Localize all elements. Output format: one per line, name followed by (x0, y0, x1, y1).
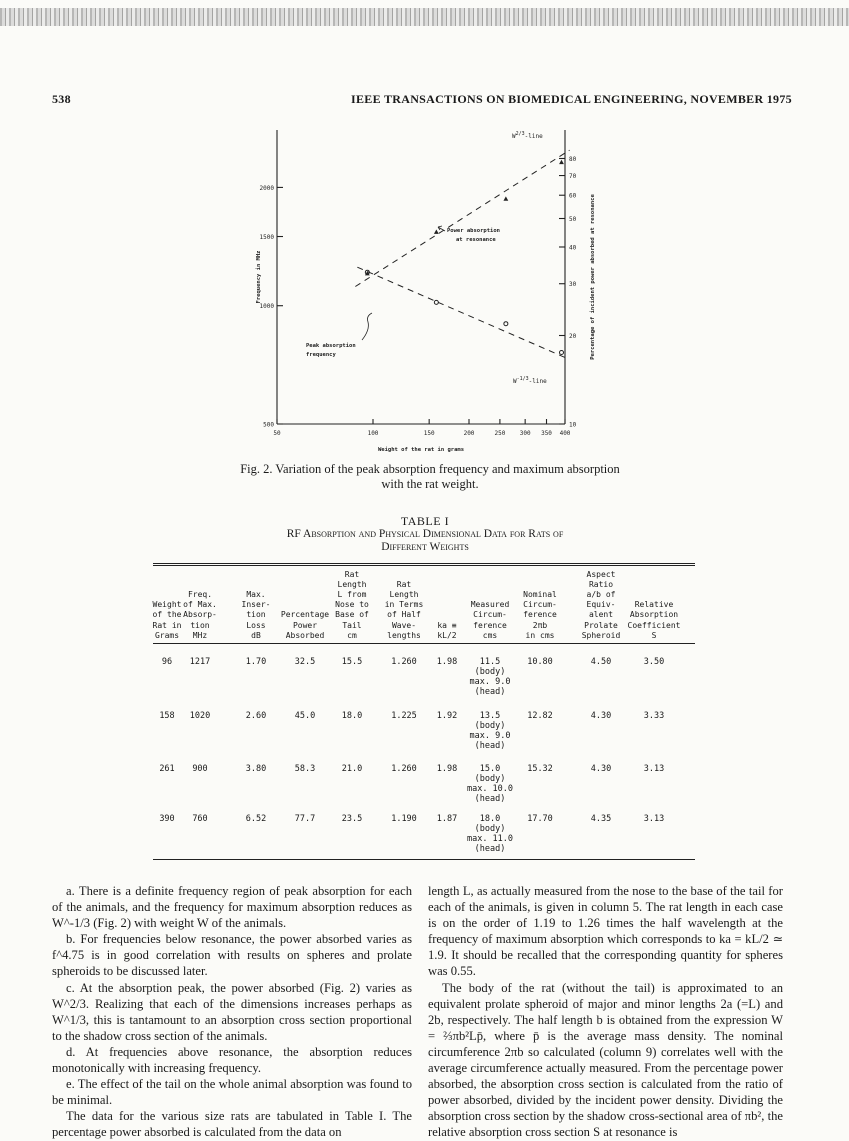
table-cell: 261 (159, 764, 175, 774)
y-right-axis-label: Percentage of incident power absorbed at resonance (590, 194, 596, 360)
table-cell: 1.98 (436, 657, 458, 667)
table-cell: 390 (159, 814, 175, 824)
table-cell: 1.260 (391, 764, 417, 774)
table-cell: 900 (192, 764, 208, 774)
table-cell: 77.7 (294, 814, 316, 824)
table-cell: 13.5 (body) max. 9.0 (head) (469, 711, 511, 751)
power-annotation-line1: Power absorption (447, 228, 500, 234)
chart-ticks (260, 156, 577, 437)
table-cell: 15.32 (527, 764, 553, 774)
table-header-cell: Aspect Ratio a/b of Equiv- alent Prolate Spheroid (581, 569, 621, 640)
table-cell: 12.82 (527, 711, 553, 721)
y-right-tick-label-80: 80 (569, 155, 577, 163)
y-right-tick-label-70: 70 (569, 173, 577, 181)
paragraph-length: length L, as actually measured from the nose to the base of the tail for each of the animals, is given in column 5. The rat length in each case is on the order of 1.19 to 1.26 times the half wavelength at the frequency of maximum absorption which corresponds to ka = kL/2 ≃ 1.9. It should be recalled that the corresponding quantity for spheres was 0.55. (428, 884, 783, 979)
table-cell: 3.13 (643, 814, 665, 824)
paragraph-c: c. At the absorption peak, the power absorbed (Fig. 2) varies as W^2/3. Realizing that each of the dimensions increases perhaps as W^1/3, this is tantamount to an absorption cross section proportional to the shadow cross section of the animals. (52, 980, 412, 1043)
table-caption-line1: RF Absorption and Physical Dimensional Data for Rats of (286, 528, 564, 540)
y-right-tick-label-10: 10 (569, 421, 577, 429)
table-cell: 1.98 (436, 764, 458, 774)
table-header-cell: Weight of the Rat in Grams (152, 600, 182, 640)
fit-line-1 (355, 150, 569, 286)
figure-caption: Fig. 2. Variation of the peak absorption frequency and maximum absorption with the rat weight. (240, 462, 620, 491)
x-tick-label-250: 250 (494, 430, 506, 437)
table-cell: 1.70 (245, 657, 267, 667)
y-left-tick-label-1500: 1500 (259, 234, 274, 242)
journal-running-head: IEEE TRANSACTIONS ON BIOMEDICAL ENGINEERING, NOVEMBER 1975 (351, 92, 792, 106)
paragraph-d: d. At frequencies above resonance, the absorption reduces monotonically with increasing frequency. (52, 1044, 412, 1076)
table-cell: 21.0 (341, 764, 363, 774)
chart-fit-lines (355, 150, 569, 358)
table-cell: 3.33 (643, 711, 665, 721)
table-cell: 96 (161, 657, 173, 667)
y-left-tick-label-2000: 2000 (259, 184, 274, 192)
table-header-cell: Rat Length L from Nose to Base of Tail cm (335, 569, 369, 640)
freq-annotation-pointer (362, 313, 372, 340)
y-left-axis-label: Frequency in MHz (256, 250, 262, 304)
paragraph-spheroid: The body of the rat (without the tail) is approximated to an equivalent prolate spheroid of major and minor lengths 2a (=L) and 2b, respectively. The half length b is obtained from the expression W = ⅔πb²Lp̄, where p̄ is the average mass density. The nominal circumference 2πb so calculated (column 9) correlates well with the average circumference actually measured. From the percentage power absorbed, the absorption cross section is calculated from the ratio of power absorbed, divided by the incident power density. Dividing the absorption cross section by the shadow cross-sectional area of πb², the relative absorption cross section S at resonance is (428, 980, 783, 1140)
y-right-tick-label-30: 30 (569, 281, 577, 289)
chart-data-marks (365, 160, 564, 355)
fit-line-label-1 (512, 131, 543, 140)
y-left-tick-label-500: 500 (263, 421, 274, 429)
table-cell: 45.0 (294, 711, 316, 721)
table-header-cell: Nominal Circum- ference 2πb in cms (523, 590, 557, 640)
fit-line-label-0 (513, 376, 547, 385)
freq-annotation-line1: Peak absorption (306, 343, 356, 349)
table-cell: 4.35 (590, 814, 612, 824)
y-right-tick-label-60: 60 (569, 192, 577, 200)
table-header-cell: Max. Inser- tion Loss dB (241, 590, 271, 640)
chart-annotations (256, 131, 596, 453)
figure-2-chart (0, 0, 849, 480)
table-number: TABLE I (400, 514, 450, 528)
table-header-cell: Rat Length in Terms of Half Wave- lengths (384, 579, 424, 640)
page-number: 538 (52, 92, 71, 106)
fit-label-exponent-1: 2/3 (515, 131, 525, 137)
table-cell: 2.60 (245, 711, 267, 721)
table-header-cell: Measured Circum- ference cms (470, 600, 510, 640)
freq-annotation-line2: frequency (306, 352, 336, 358)
power-point-3 (559, 160, 564, 164)
table-header-cell: Relative Absorption Coefficient S (627, 600, 681, 640)
table-top-rule-2 (153, 565, 695, 566)
fit-label-main-0: W (513, 378, 517, 385)
table-cell: 3.13 (643, 764, 665, 774)
power-annotation-arrow (438, 226, 445, 231)
table-cell: 1.92 (436, 711, 458, 721)
table-cell: 23.5 (341, 814, 363, 824)
table-cell: 1.87 (436, 814, 458, 824)
table-cell: 4.30 (590, 764, 612, 774)
table-header-cell: ka ≡ kL/2 (437, 620, 457, 640)
paragraph-table-intro: The data for the various size rats are tabulated in Table I. The percentage power absorbed is calculated from the data on (52, 1109, 412, 1140)
power-point-2 (503, 196, 508, 200)
table-cell: 158 (159, 711, 175, 721)
table-cell: 10.80 (527, 657, 553, 667)
table-cell: 32.5 (294, 657, 316, 667)
table-cell: 3.50 (643, 657, 665, 667)
paragraph-b: b. For frequencies below resonance, the power absorbed varies as f^4.75 is in good correlation with results on spheres and prolate spheroids to be discussed later. (52, 932, 412, 979)
table-cell: 15.5 (341, 657, 363, 667)
table-header-cell: Freq. of Max. Absorp- tion MHz (183, 590, 217, 640)
table-cell: 4.50 (590, 657, 612, 667)
table-cell: 18.0 (341, 711, 363, 721)
x-tick-label-350: 350 (541, 430, 552, 437)
table-cell: 1020 (189, 711, 211, 721)
table-cell: 1217 (189, 657, 211, 667)
table-cell: 18.0 (body) max. 11.0 (head) (466, 814, 514, 854)
table-cell: 11.5 (body) max. 9.0 (head) (469, 657, 511, 697)
y-left-tick-label-1000: 1000 (259, 303, 274, 311)
fit-label-tail-0: -line (528, 378, 547, 385)
fit-label-main-1: W (512, 133, 516, 140)
body-right-column (428, 883, 783, 1141)
x-axis-label: Weight of the rat in grams (377, 447, 465, 453)
table-cell: 1.260 (391, 657, 417, 667)
x-tick-label-300: 300 (519, 430, 531, 437)
table-cell: 58.3 (294, 764, 316, 774)
freq-point-3 (559, 351, 563, 355)
x-tick-label-200: 200 (463, 430, 475, 437)
table-header-rule (153, 643, 695, 644)
table-top-rule (153, 563, 695, 564)
freq-point-1 (434, 300, 438, 304)
x-tick-label-50: 50 (273, 430, 281, 437)
freq-point-2 (504, 322, 508, 326)
table-cell: 760 (192, 814, 208, 824)
x-tick-label-400: 400 (559, 430, 571, 437)
x-tick-label-150: 150 (423, 430, 435, 437)
y-right-tick-label-20: 20 (569, 332, 577, 340)
y-right-tick-label-50: 50 (569, 216, 577, 224)
paragraph-e: e. The effect of the tail on the whole animal absorption was found to be minimal. (52, 1077, 412, 1108)
body-left-column (52, 883, 412, 1141)
table-cell: 15.0 (body) max. 10.0 (head) (466, 764, 514, 804)
table-cell: 6.52 (245, 814, 267, 824)
table-cell: 4.30 (590, 711, 612, 721)
table-header-cell: Percentage Power Absorbed (280, 610, 330, 640)
fit-label-tail-1: -line (524, 133, 543, 140)
fit-line-0 (357, 267, 567, 358)
power-point-1 (434, 229, 439, 233)
table-bottom-rule (153, 859, 695, 860)
y-right-tick-label-40: 40 (569, 244, 577, 252)
fit-label-exponent-0: -1/3 (516, 376, 529, 382)
table-cell: 3.80 (245, 764, 267, 774)
table-cell: 1.190 (391, 814, 417, 824)
table-cell: 1.225 (391, 711, 417, 721)
x-tick-label-100: 100 (367, 430, 379, 437)
table-cell: 17.70 (527, 814, 553, 824)
table-caption-line2: Different Weights (381, 541, 469, 553)
power-annotation-line2: at resonance (456, 237, 496, 243)
paragraph-a: a. There is a definite frequency region of peak absorption for each of the animals, and the frequency for maximum absorption reduces as W^-1/3 (Fig. 2) with weight W of the animals. (52, 884, 412, 931)
